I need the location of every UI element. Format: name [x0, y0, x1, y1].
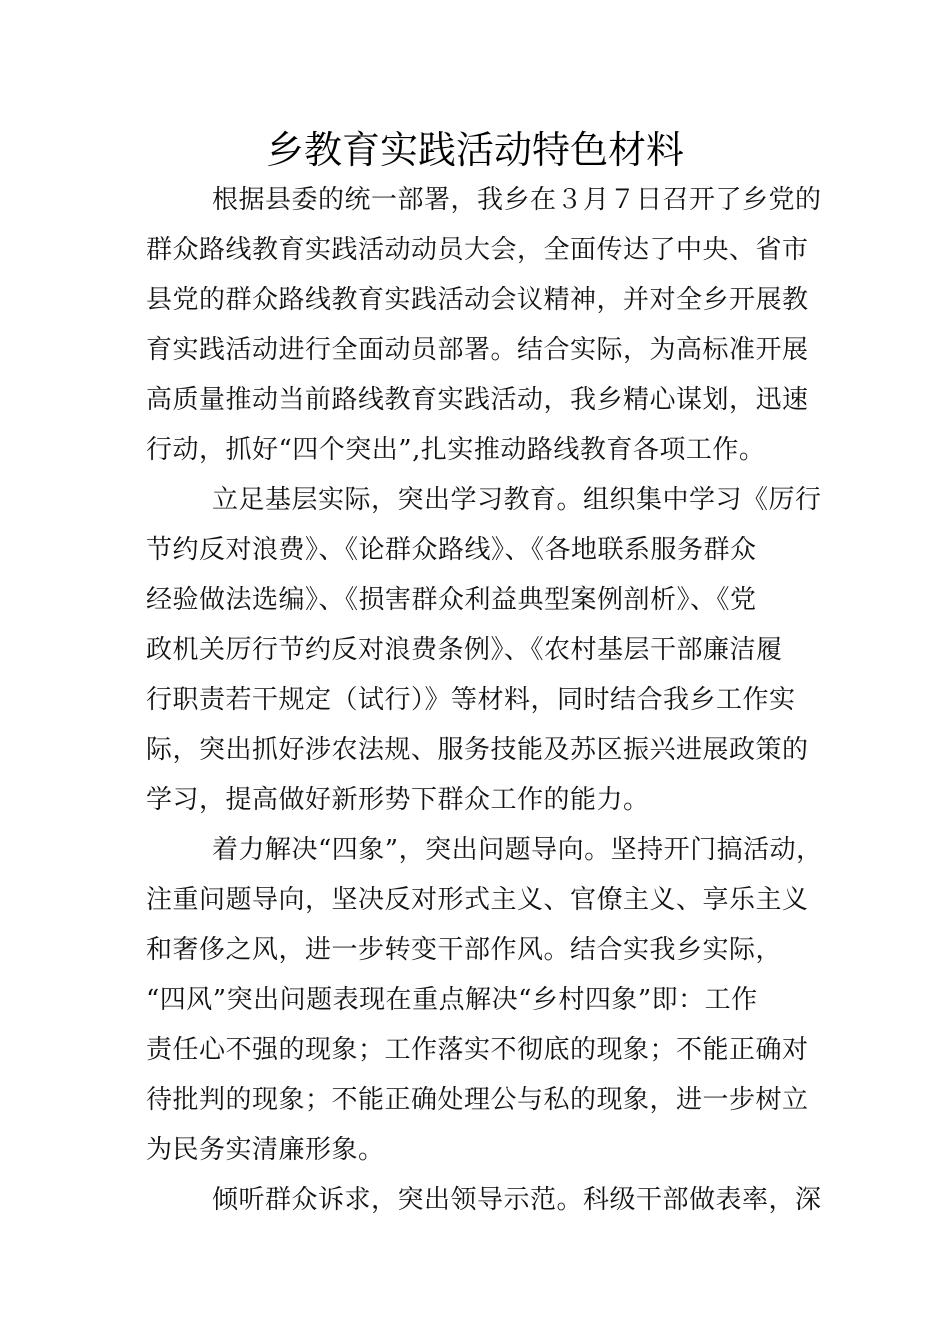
- paragraph-2-line-3: 经验做法选编》、《损害群众利益典型案例剖析》、《党: [146, 585, 757, 615]
- paragraph-2-line-4: 政机关厉行节约反对浪费条例》、《农村基层干部廉洁履: [146, 635, 783, 665]
- paragraph-1-line-5: 高质量推动当前路线教育实践活动，我乡精心谋划，迅速: [146, 385, 809, 415]
- paragraph-2-line-1: 立足基层实际，突出学习教育。组织集中学习《厉行: [212, 485, 822, 515]
- paragraph-2-line-5: 行职责若干规定（试行）》等材料，同时结合我乡工作实: [146, 685, 796, 715]
- paragraph-3-line-4: “四风”突出问题表现在重点解决“乡村四象”即：工作: [146, 985, 758, 1015]
- paragraph-3-line-2: 注重问题导向，坚决反对形式主义、官僚主义、享乐主义: [146, 885, 809, 915]
- paragraph-3-line-1: 着力解决“四象”，突出问题导向。坚持开门搞活动，: [212, 835, 823, 865]
- paragraph-2-line-2: 节约反对浪费》、《论群众路线》、《各地联系服务群众: [146, 535, 757, 565]
- paragraph-3-line-3: 和奢侈之风，进一步转变干部作风。结合实我乡实际，: [146, 935, 783, 965]
- paragraph-1-line-6: 行动，抓好“四个突出”,扎实推动路线教育各项工作。: [146, 435, 766, 465]
- paragraph-1-line-4: 育实践活动进行全面动员部署。结合实际，为高标准开展: [146, 335, 809, 365]
- paragraph-1-line-2: 群众路线教育实践活动动员大会，全面传达了中央、省市: [146, 235, 809, 265]
- paragraph-3-line-7: 为民务实清廉形象。: [146, 1135, 385, 1165]
- paragraph-2-line-7: 学习，提高做好新形势下群众工作的能力。: [146, 785, 650, 815]
- paragraph-3-line-6: 待批判的现象；不能正确处理公与私的现象，进一步树立: [146, 1085, 809, 1115]
- paragraph-4-line-1: 倾听群众诉求，突出领导示范。科级干部做表率，深: [212, 1185, 822, 1215]
- paragraph-1-line-1: 根据县委的统一部署，我乡在３月７日召开了乡党的: [212, 185, 822, 215]
- paragraph-1-line-3: 县党的群众路线教育实践活动会议精神，并对全乡开展教: [146, 285, 809, 315]
- document-title: 乡教育实践活动特色材料: [265, 128, 684, 172]
- paragraph-3-line-5: 责任心不强的现象；工作落实不彻底的现象；不能正确对: [146, 1035, 809, 1065]
- paragraph-2-line-6: 际，突出抓好涉农法规、服务技能及苏区振兴进展政策的: [146, 735, 809, 765]
